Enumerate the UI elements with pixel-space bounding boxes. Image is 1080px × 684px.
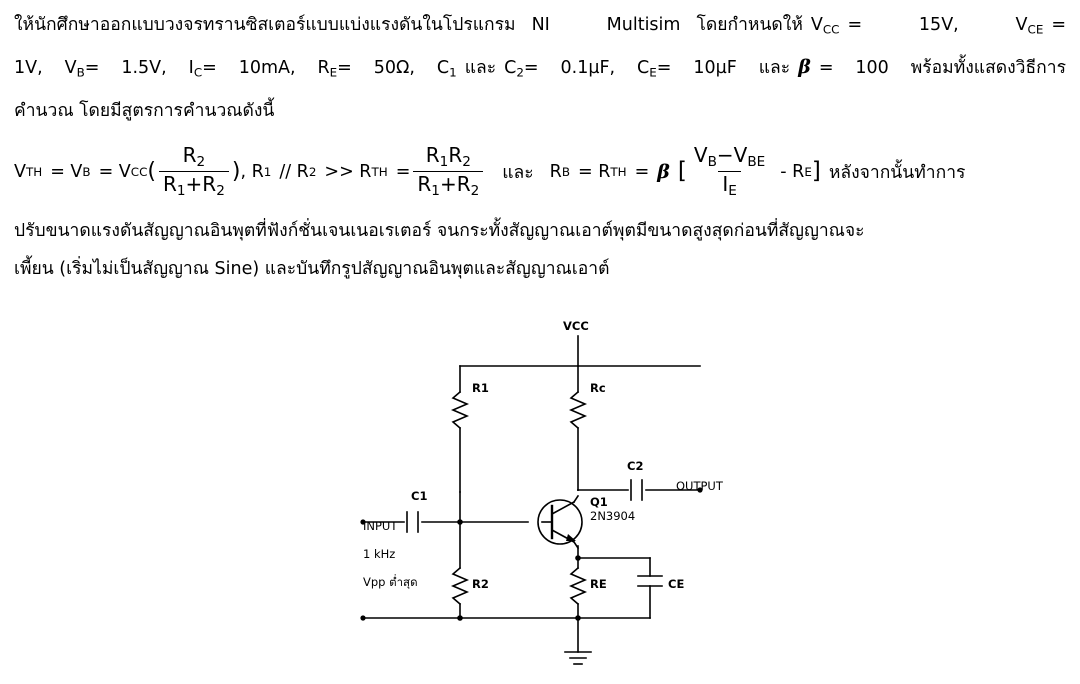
paragraph2-line1: ปรับขนาดแรงดันสัญญาณอินพุตที่ฟังก์ชั่นเจนเนอเรเตอร์ จนกระทั้งสัญญาณเอาต์พุตมีขนาดสูงสุดก่อนที่สัญญาณจะ — [14, 221, 865, 241]
label-rc: Rc — [590, 381, 606, 395]
text-run: 2 — [216, 183, 225, 200]
text-run: = 1.5V, I — [84, 58, 194, 79]
text-run: +R — [185, 172, 217, 197]
text-run: R — [417, 172, 432, 197]
formula-line — [14, 144, 1069, 200]
text-run: = 10µF และ — [656, 58, 791, 79]
text-run: 2 — [470, 183, 480, 200]
label-q1-part: 2N3904 — [590, 509, 636, 523]
text-run: = 10mA, R — [202, 58, 330, 79]
text-run: 1 — [176, 183, 186, 200]
fraction-denominator — [159, 171, 229, 199]
node-base-junction — [457, 519, 463, 525]
resistor-rc-symbol — [571, 392, 585, 428]
text-run: V — [693, 143, 708, 167]
text-run: ให้นักศึกษาออกแบบวงจรทรานซิสเตอร์แบบแบ่งแรงดันในโปรแกรม — [14, 15, 516, 35]
text-run: = 50Ω, C — [337, 58, 450, 79]
text-run: E — [804, 164, 812, 179]
paragraph1-line3: คำนวณ โดยมีสูตรการคำนวณดังนี้ — [14, 100, 275, 121]
fraction-vb-minus-vbe-over-ie — [690, 144, 769, 200]
text-run: หลังจากนั้นทำการ — [828, 162, 966, 183]
beta-symbol: β — [798, 56, 811, 79]
text-run: [ — [677, 158, 687, 185]
resistor-r2-symbol — [453, 568, 467, 604]
text-run: 1V, V — [14, 58, 77, 79]
text-run: = 15V, V — [847, 15, 1028, 35]
text-run: CC — [822, 22, 840, 37]
paragraph2-line2: เพี้ยน (เริ่มไม่เป็นสัญญาณ Sine) และบันทึกรูปสัญญาณอินพุตและสัญญาณเอาต์ — [14, 259, 610, 279]
text-run: โดยกำหนดให้ — [696, 15, 803, 35]
fraction-numerator — [179, 144, 210, 171]
text-run: 1 — [263, 164, 272, 179]
instructions-paragraph — [14, 212, 1066, 288]
problem-statement — [14, 6, 1066, 130]
beta-symbol: β — [657, 160, 670, 183]
fraction-denominator — [718, 171, 741, 199]
text-run: = R — [578, 161, 611, 182]
label-output: OUTPUT — [676, 479, 723, 493]
transistor-collector-lead — [552, 502, 574, 514]
label-re: RE — [590, 577, 607, 591]
text-run: และ — [464, 58, 497, 79]
paragraph1-line1 — [14, 6, 1066, 48]
text-run: // R — [279, 161, 309, 182]
text-run: V — [14, 161, 26, 182]
label-c2: C2 — [627, 459, 644, 473]
text-run: CE — [1027, 22, 1044, 37]
text-run: 1 — [439, 153, 449, 170]
label-r2: R2 — [472, 577, 489, 591]
text-run: = V — [50, 161, 83, 182]
text-run: = — [1051, 15, 1067, 35]
text-run: = — [634, 161, 650, 182]
text-run: V — [733, 143, 748, 167]
text-run: C — [193, 65, 203, 80]
label-vcc: VCC — [563, 319, 589, 333]
text-run: = 100 พร้อมทั้งแสดงวิธีการ — [818, 58, 1066, 79]
text-run: E — [649, 65, 657, 80]
label-ce: CE — [668, 577, 685, 591]
resistor-r1-symbol — [453, 392, 467, 428]
label-r1: R1 — [472, 381, 489, 395]
text-run: B — [561, 164, 570, 179]
text-run: 2 — [516, 65, 524, 80]
text-run: ) — [231, 158, 241, 184]
text-run: 2 — [462, 153, 471, 170]
text-run: 2 — [196, 153, 206, 170]
text-run: − — [716, 143, 734, 167]
text-run: TH — [25, 164, 43, 179]
paragraph1-line2 — [14, 48, 1066, 91]
text-run: B — [76, 65, 85, 80]
text-run: R — [182, 143, 197, 167]
text-run: 2 — [308, 164, 317, 179]
text-run: 1 — [431, 183, 440, 200]
text-run: CC — [130, 164, 148, 179]
text-run: R — [162, 172, 177, 197]
label-frequency: 1 kHz — [363, 547, 396, 561]
text-run: TH — [610, 164, 627, 179]
text-run: = V — [98, 161, 131, 182]
text-run: C — [504, 58, 517, 79]
fraction-numerator — [690, 144, 769, 171]
fraction-numerator — [422, 144, 475, 171]
text-run: V — [810, 15, 823, 35]
text-run: R — [549, 161, 562, 182]
text-run: I — [722, 172, 729, 197]
text-run: >> R — [324, 161, 372, 182]
text-run: R — [448, 143, 463, 167]
transistor-collector-wire — [574, 496, 578, 502]
text-run: TH — [371, 164, 388, 179]
label-c1: C1 — [411, 489, 428, 503]
text-run: NI Multisim — [531, 15, 681, 35]
fraction-denominator — [413, 171, 483, 199]
text-run: และ — [502, 162, 534, 183]
text-run: R — [425, 143, 440, 167]
text-run: ] — [811, 158, 821, 185]
node-bottom-r2 — [457, 615, 463, 621]
label-input: INPUT — [363, 519, 398, 533]
text-run: B — [82, 164, 91, 179]
label-q1: Q1 — [590, 495, 608, 509]
text-run: , R — [240, 161, 264, 182]
fraction-r1r2-over-r1-plus-r2 — [413, 144, 483, 200]
text-run: ( — [147, 158, 156, 184]
text-run: B — [707, 153, 717, 170]
text-run: +R — [439, 172, 471, 197]
circuit-diagram — [0, 300, 1080, 680]
text-run: 1 — [449, 65, 457, 80]
terminal-input-ground — [360, 615, 365, 620]
text-run: - R — [780, 161, 805, 182]
text-run: E — [329, 65, 338, 80]
text-run: = 0.1µF, C — [523, 58, 650, 79]
text-run: E — [728, 183, 737, 200]
fraction-r2-over-r1-plus-r2 — [159, 144, 229, 200]
text-run: = — [395, 161, 411, 182]
text-run: BE — [747, 153, 766, 170]
circuit-svg — [0, 300, 1080, 680]
resistor-re-symbol — [571, 568, 585, 604]
label-vpp: Vpp ต่ำสุด — [363, 575, 418, 589]
